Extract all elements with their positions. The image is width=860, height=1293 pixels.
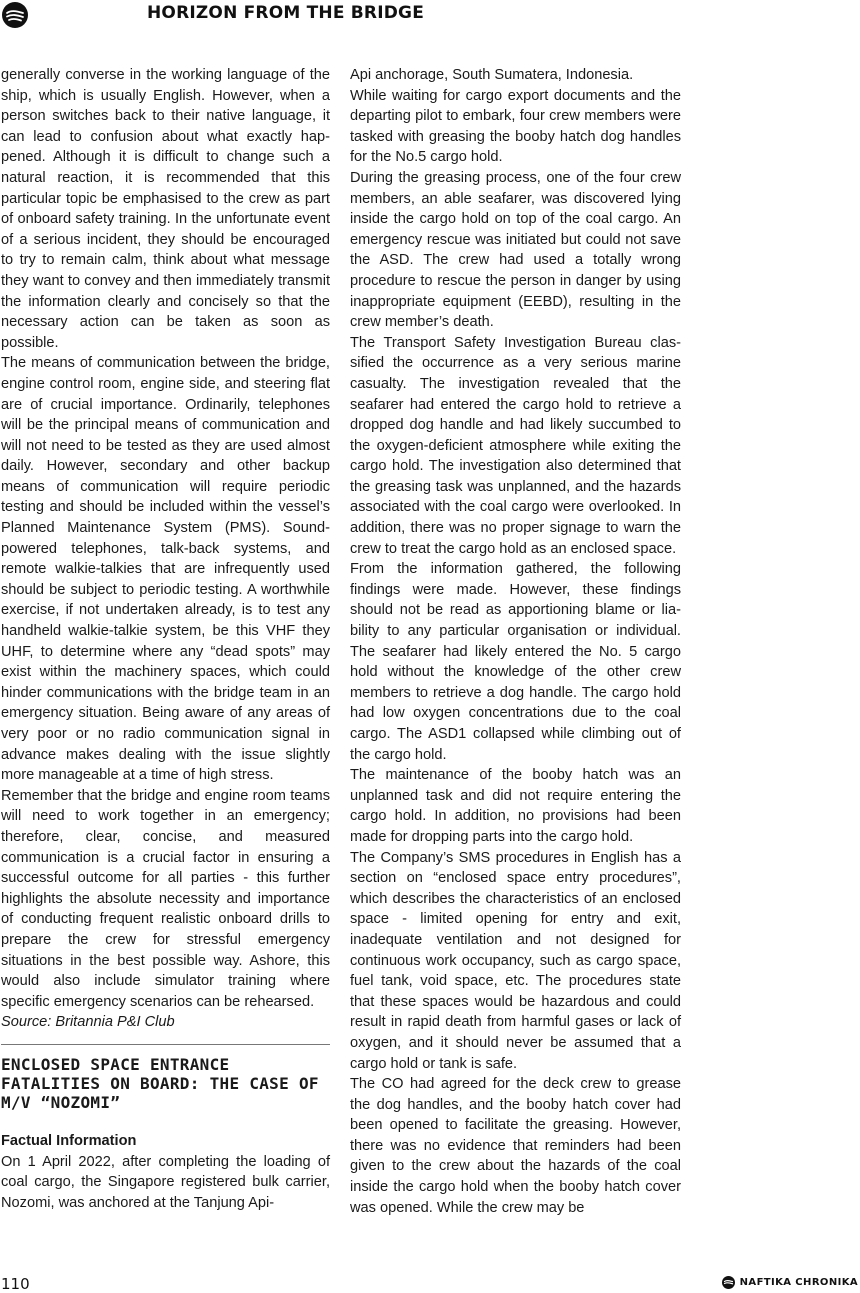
footer-brand-name: NAFTIKA CHRONIKA xyxy=(739,1277,858,1288)
body-paragraph: From the information gathered, the following findings were made. However, these findings should not be read as apportioning blame or liability to any particular organisation or individual. The seafarer had likely entered the No. 5 cargo hold without the knowledge of the other crew members to retrieve a dog handle. The cargo hold had low oxygen concentrations due to the coal cargo. The ASD1 collapsed while climbing out of the cargo hold. xyxy=(350,561,681,763)
body-paragraph: The means of communication between the bridge, engine control room, engine side, and steering flat are of crucial importance. Ordinarily, telephones will be the principal means of communication and will not need to be tested as they are used almost daily. However, secondary and other backup means of communication will require periodic testing and should be included within the vessel’s Planned Maintenance System (PMS). Sound-powered telephones, talk-back systems, and remote walkie-talkies that are infrequently used should be subject to periodic testing. A worthwhile exercise, if not undertaken already, is to test any handheld walkie-talkie system, be this VHF they UHF, to determine where any “dead spots” may exist within the machinery spaces, which could hinder communications with the bridge team in an emergency situation. Being aware of any areas of very poor or no radio communication signal in advance makes dealing with the issue slightly more manageable at a time of high stress. xyxy=(1,355,330,784)
section-title: ENCLOSED SPACE ENTRANCE FATALITIES ON BOARD: THE CASE OF M/V “NOZOMI” xyxy=(1,1054,319,1112)
body-paragraph: On 1 April 2022, after completing the loading of coal cargo, the Singapore registered bulk carrier, Nozomi, was anchored at the Tanjung Api- xyxy=(1,1153,330,1211)
wave-logo-icon xyxy=(2,2,28,28)
source-citation: Source: Britannia P&I Club xyxy=(1,1014,175,1031)
right-column xyxy=(350,65,681,1218)
body-paragraph: The Company’s SMS procedures in English has a section on “enclosed space entry procedures”, which describes the characteristics of an enclosed space - limited opening for entry and exit, inadequate ventilation and not designed for continuous work occupancy, such as cargo space, fuel tank, void space, etc. The procedures state that these spaces would be hazardous and could result in rapid death from harmful gases or lack of oxygen, and it should never be assumed that a cargo hold or tank is safe. xyxy=(350,849,681,1072)
body-paragraph: During the greasing process, one of the four crew members, an able seafarer, was discovered lying inside the cargo hold on top of the coal cargo. An emergency rescue was initiated but could not save the ASD. The crew had used a totally wrong procedure to rescue the person in danger by using inappropriate equipment (EEBD), resulting in the crew member’s death. xyxy=(350,169,681,331)
body-paragraph: The Transport Safety Investigation Bureau classified the occurrence as a very serious marine casualty. The investigation revealed that the seafarer had entered the cargo hold to retrieve a dropped dog handle and had likely succumbed to the oxygen-deficient atmosphere while exiting the cargo hold. The investigation also determined that the greasing task was unplanned, and the hazards associated with the coal cargo were overlooked. In addition, there was no proper signage to warn the crew to treat the cargo hold as an enclosed space. xyxy=(350,334,681,557)
section-divider xyxy=(1,1044,330,1045)
page-header-title: HORIZON FROM THE BRIDGE xyxy=(147,3,425,23)
body-paragraph: The CO had agreed for the deck crew to grease the dog handles, and the booby hatch cover had been opened to facilitate the greasing. However, there was no evidence that reminders had been given to the crew about the hazards of the coal inside the cargo hold when the booby hatch cover was opened. While the crew may be xyxy=(350,1076,681,1216)
body-paragraph: The maintenance of the booby hatch was an unplanned task and did not require entering the cargo hold. In addition, no provisions had been made for dropping parts into the cargo hold. xyxy=(350,767,681,845)
wave-logo-icon xyxy=(722,1276,735,1289)
body-paragraph: Remember that the bridge and engine room teams will need to work together in an emergency; therefore, clear, concise, and measured communication is a crucial factor in ensuring a successful outcome for all parties - this further highlights the absolute necessity and importance of conducting frequent realistic onboard drills to prepare the crew for stressful emergency situations in the best possible way. Ashore, this would also include simulator training where specific emergency scenarios can be rehearsed. xyxy=(1,787,330,1010)
page-number: 110 xyxy=(1,1275,30,1293)
page-header xyxy=(0,0,860,30)
subheading: Factual Information xyxy=(1,1132,137,1149)
left-column xyxy=(1,65,330,1213)
body-paragraph: While waiting for cargo export documents and the departing pilot to embark, four crew members were tasked with greasing the booby hatch dog handles for the No.5 cargo hold. xyxy=(350,87,681,166)
footer-brand xyxy=(722,1276,858,1289)
body-paragraph: Api anchorage, South Sumatera, Indonesia. xyxy=(350,67,634,83)
body-paragraph: generally converse in the working language of the ship, which is usually English. However, when a person switches back to their native language, it can lead to confusion about what exactly happened. Although it is difficult to change such a natural reaction, it is recommended that this particular topic be emphasised to the crew as part of onboard safety training. In the unfortunate event of a serious incident, they should be encouraged to try to remain calm, think about what message they want to convey and then immediately transmit the information clearly and concisely so that the necessary action can be taken as soon as possible. xyxy=(1,67,330,351)
